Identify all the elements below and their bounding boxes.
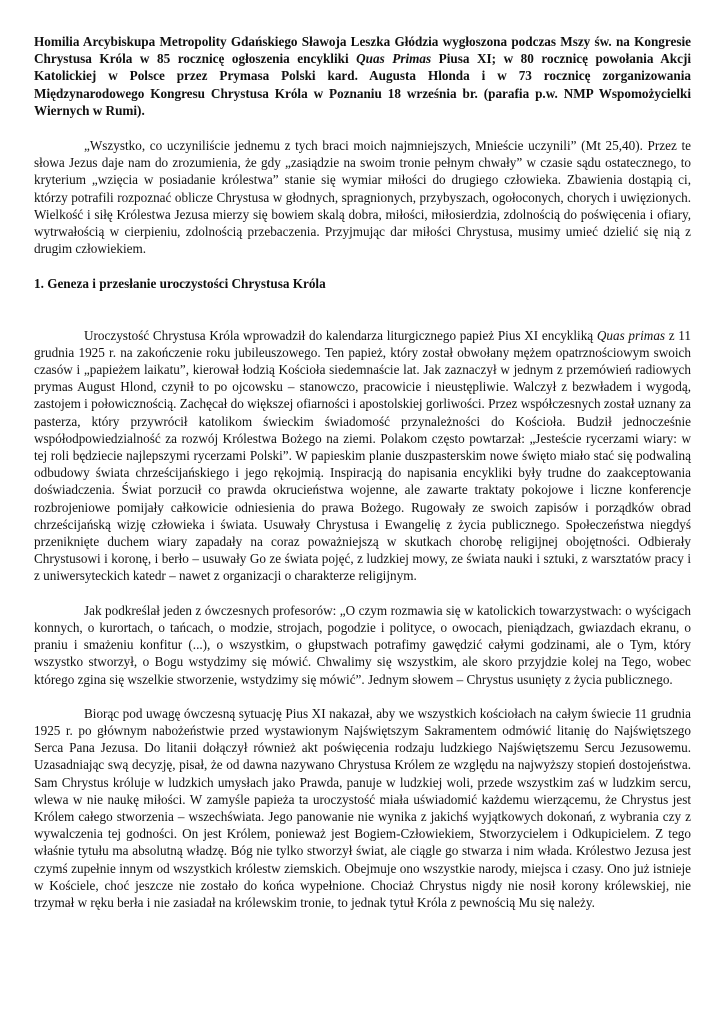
- section-heading: 1. Geneza i przesłanie uroczystości Chrystusa Króla: [34, 276, 326, 292]
- paragraph1-encyclical-name: Quas primas: [596, 327, 666, 343]
- spacer: [34, 257, 691, 275]
- document-title: [34, 33, 691, 119]
- body-paragraph-2: Jak podkreślał jeden z ówczesnych profesorów: „O czym rozmawia się w katolickich towarzystwach: o wyścigach konnych, o kurortach, o tańcach, o modzie, strojach, pogodzie i polityce, o owocach, pieniądzach, gwiazdach ekranu, o praniu i smażeniu konfitur (...), o wszystkim, o głupstwach potrafimy gawędzić całymi godzinami, ale o Tym, który wszystko stworzył, o Bogu wstydzimy się mówić. Chwalimy się wszystkim, ale skoro przyjdzie kolej na Tego, wobec którego zgina się wszelkie stworzenie, wstydzimy się mówić”. Jednym słowem – Chrystus usunięty z życia publicznego.: [34, 602, 691, 687]
- spacer: [34, 688, 691, 705]
- spacer: [34, 585, 691, 602]
- body-paragraph-1: [34, 327, 691, 585]
- title-encyclical-name: Quas Primas: [356, 51, 432, 67]
- title-text-part2: Piusa XI; w 80 rocznicę powołania Akcji Katolickiej w Polsce przez Prymasa Polski kard. Augusta Hlonda i w 73 rocznicę zorganizowania Międzynarodowego Kongresu Chrystusa Króla w Poznaniu 18 września br. (parafia p.w. NMP Wspomożycielki Wiernych w Rumi).: [34, 51, 692, 118]
- intro-paragraph: „Wszystko, co uczyniliście jednemu z tych braci moich najmniejszych, Mnieście uczynili” (Mt 25,40). Przez te słowa Jezus daje nam do zrozumienia, że gdy „zasiądzie na swoim tronie pełnym chwały” w czasie sądu ostatecznego, to kryterium „wzięcia w posiadanie królestwa” stanie się wymiar miłości do drugiego człowieka. Zbawienia dostąpią ci, którzy potrafili rozpoznać oblicze Chrystusa w głodnych, spragnionych, przybyszach, ogołoconych, chorych i uwięzionych. Wielkość i siłę Królestwa Jezusa mierzy się bowiem skalą dobra, miłości, miłosierdzia, zdolnością do poświęcenia i ofiary, wytrwałością w cierpieniu, zdolnością przebaczenia. Przyjmując dar miłości Chrystusa, musimy umieć dzielić się nią z drugim człowiekiem.: [34, 138, 691, 257]
- document-page: [34, 33, 691, 911]
- spacer: [34, 293, 691, 327]
- title-text-part1: Homilia Arcybiskupa Metropolity Gdańskiego Sławoja Leszka Głódzia wygłoszona podczas Mszy św. na Kongresie Chrystusa Króla w 85 rocznicę ogłoszenia encykliki: [34, 34, 691, 67]
- paragraph1-text-part1: Uroczystość Chrystusa Króla wprowadził do kalendarza liturgicznego papież Pius XI encykliką: [84, 327, 597, 343]
- paragraph1-text-part2: z 11 grudnia 1925 r. na zakończenie roku jubileuszowego. Ten papież, który został obwołany mężem opatrznościowym swoich czasów i „papieżem laikatu”, kierował łodzią Kościoła siedemnaście lat. Jak zaznaczył w jednym z przemówień radiowych prymas August Hlond, czynił to po ojcowsku – stanowczo, pracowicie i nieustępliwie. Walczył z bezwładem i wygodą, zastojem i połowicznością. Zachęcał do większej ofiarności i apostolskiej gorliwości. Przez współczesnych został uznany za pasterza, który przywrócił katolikom świeckim świadomość przynależności do Kościoła. Budził jednocześnie współodpowiedzialność za rozwój Królestwa Bożego na ziemi. Polakom często powtarzał: „Jesteście rycerzami wiary: w tej roli będziecie najlepszymi rycerzami Polski”. W papieskim planie duszpasterskim nowe święto miało stać się podwaliną odbudowy świata chrześcijańskiego i jego rękojmią. Inspiracją do napisania encykliki były trudne do zaakceptowania doświadczenia. Świat porzucił co prawda okrucieństwa wojenne, ale zawarte traktaty pokojowe i liczne konferencje rozbrojeniowe pomijały całkowicie odniesienia do prawa Bożego. Rugowały ze swoich zapisów i porządków obrad chrześcijańską wizję człowieka i świata. Usuwały Chrystusa i Ewangelię z życia publicznego. Społeczeństwa niegdyś przeniknięte duchem wiary zapadały na coraz poważniejszą w skutkach chorobę religijnej obojętności. Odbierały Chrystusowi i koronę, i berło – usuwały Go ze świata pojęć, z ludzkiej mowy, ze świata nauki i sztuki, z warsztatów pracy i z uniwersyteckich katedr – nawet z organizacji o charakterze religijnym.: [34, 327, 691, 584]
- spacer: [34, 119, 691, 137]
- body-paragraph-3: Biorąc pod uwagę ówczesną sytuację Pius XI nakazał, aby we wszystkich kościołach na całym świecie 11 grudnia 1925 r. po głównym nabożeństwie przed wystawionym Najświętszym Sakramentem odmówić litanię do Najświętszego Serca Pana Jezusa. Do litanii dołączył również akt poświęcenia rodzaju ludzkiego Najświętszemu Sercu Jezusowemu. Uzasadniając swą decyzję, pisał, że od dawna nazywano Chrystusa Królem ze względu na najwyższy stopień dostojeństwa. Sam Chrystus króluje w ludzkich umysłach jako Prawda, panuje w ludzkiej woli, przede wszystkim zaś w ludzkim sercu, wlewa w nie naukę miłości. W zamyśle papieża ta uroczystość miała uświadomić każdemu wierzącemu, że Chrystus jest Królem całego stworzenia – wszechświata. Jego panowanie nie wynika z jakichś wyjątkowych dokonań, z wybrania czy z wywalczenia tej godności. On jest Królem, ponieważ jest Bogiem-Człowiekiem, Stworzycielem i Odkupicielem. Z tego właśnie tytułu ma absolutną władzę. Bóg nie tylko stworzył świat, ale ciągle go stwarza i nim włada. Królestwo Jezusa jest czymś zupełnie innym od wszystkich królestw ziemskich. Obejmuje ono wszystkie narody, miejsca i czasy. Ono już istnieje w Kościele, choć jeszcze nie zostało do końca wypełnione. Chociaż Chrystus nigdy nie nosił korony królewskiej, nie trzymał w ręku berła i nie zasiadał na królewskim tronie, to jednak tytuł Króla z pewnością Mu się należy.: [34, 705, 691, 910]
